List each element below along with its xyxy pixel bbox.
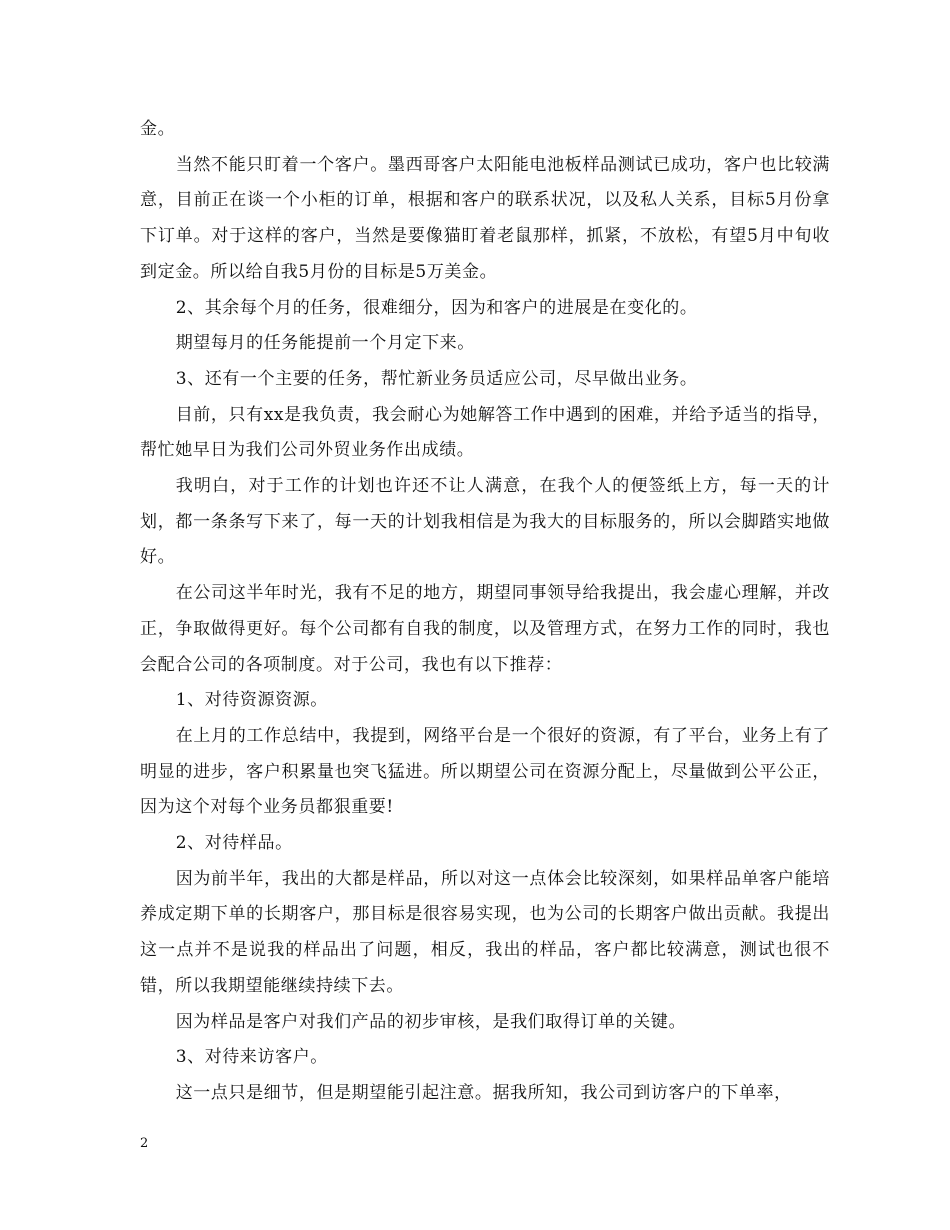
- paragraph: 金。: [140, 119, 176, 139]
- paragraph: 我明白，对于工作的计划也许还不让人满意，在我个人的便签纸上方，每一天的计划，都一条条写下来了，每一天的计划我相信是为我大的目标服务的，所以会脚踏实地做好。: [140, 476, 830, 568]
- paragraph: 1、对待资源资源。: [175, 690, 328, 711]
- paragraph: 3、对待来访客户。: [175, 1047, 328, 1068]
- document-body: [140, 112, 830, 1112]
- paragraph: 在上月的工作总结中，我提到，网络平台是一个很好的资源，有了平台，业务上有了明显的进步，客户积累量也突飞猛进。所以期望公司在资源分配上，尽量做到公平公正，因为这个对每个业务员都狠重要!: [140, 725, 830, 818]
- paragraph: 因为前半年，我出的大都是样品，所以对这一点体会比较深刻，如果样品单客户能培养成定期下单的长期客户，那目标是很容易实现，也为公司的长期客户做出贡献。我提出这一点并不是说我的样品出了问题，相反，我出的样品，客户都比较满意，测试也很不错，所以我期望能继续持续下去。: [140, 868, 830, 996]
- paragraph: 2、对待样品。: [175, 833, 293, 854]
- paragraph: 期望每月的任务能提前一个月定下来。: [175, 333, 475, 354]
- paragraph: 当然不能只盯着一个客户。墨西哥客户太阳能电池板样品测试已成功，客户也比较满意，目前正在谈一个小柜的订单，根据和客户的联系状况，以及私人关系，目标5月份拿下订单。对于这样的客户，当然是要像猫盯着老鼠那样，抓紧，不放松，有望5月中旬收到定金。所以给自我5月份的目标是5万美金。: [140, 154, 830, 282]
- paragraph: 因为样品是客户对我们产品的初步审核，是我们取得订单的关键。: [175, 1011, 687, 1032]
- paragraph: 2、其余每个月的任务，很难细分，因为和客户的进展是在变化的。: [175, 297, 698, 318]
- page-number: 2: [140, 1136, 149, 1151]
- paragraph: 3、还有一个主要的任务，帮忙新业务员适应公司，尽早做出业务。: [175, 368, 698, 389]
- paragraph: 这一点只是细节，但是期望能引起注意。据我所知，我公司到访客户的下单率，: [175, 1082, 792, 1103]
- paragraph: 在公司这半年时光，我有不足的地方，期望同事领导给我提出，我会虚心理解，并改正，争取做得更好。每个公司都有自我的制度，以及管理方式，在努力工作的同时，我也会配合公司的各项制度。对于公司，我也有以下推荐：: [140, 583, 830, 675]
- paragraph: 目前，只有xx是我负责，我会耐心为她解答工作中遇到的困难，并给予适当的指导，帮忙她早日为我们公司外贸业务作出成绩。: [140, 404, 830, 461]
